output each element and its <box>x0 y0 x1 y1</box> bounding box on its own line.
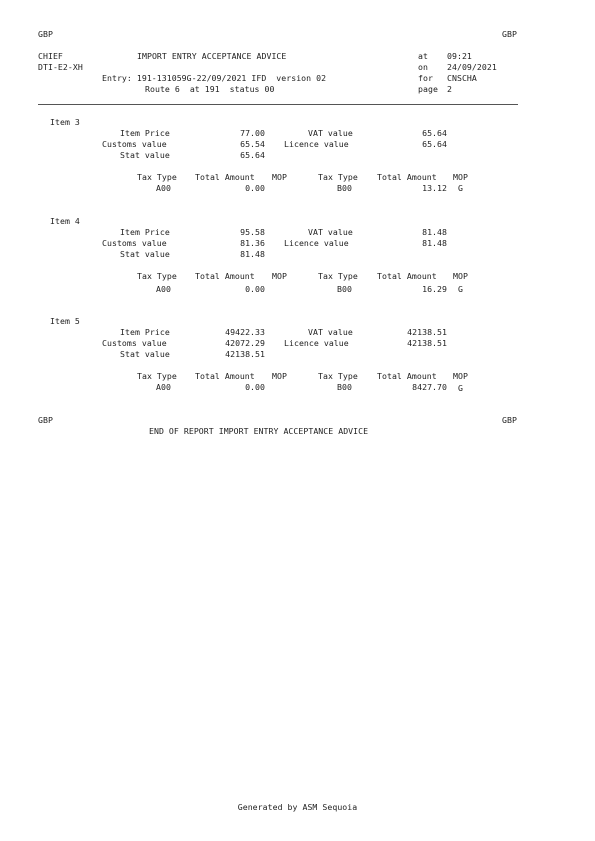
licence-value: 42138.51 <box>407 338 447 348</box>
report-title: IMPORT ENTRY ACCEPTANCE ADVICE <box>137 51 287 61</box>
for-label: for <box>418 73 433 83</box>
page-label: page <box>418 84 438 94</box>
currency-bottom-right: GBP <box>502 415 517 425</box>
tax-type-value: B00 <box>337 382 352 392</box>
mop-header: MOP <box>453 371 468 381</box>
tax-amount-value: 16.29 <box>422 284 447 294</box>
stat-value-label: Stat value <box>120 349 170 359</box>
route-line: Route 6 at 191 status 00 <box>145 84 275 94</box>
mop-header: MOP <box>453 271 468 281</box>
tax-type-header: Tax Type <box>318 371 358 381</box>
mop-value: G <box>458 284 463 294</box>
currency-bottom-left: GBP <box>38 415 53 425</box>
vat-value: 42138.51 <box>407 327 447 337</box>
item-price-label: Item Price <box>120 327 170 337</box>
stat-value-label: Stat value <box>120 150 170 160</box>
entry-line: Entry: 191-131059G-22/09/2021 IFD version 02 <box>102 73 327 83</box>
end-of-report: END OF REPORT IMPORT ENTRY ACCEPTANCE ADVICE <box>149 426 369 436</box>
at-label: at <box>418 51 428 61</box>
customs-value-label: Customs value <box>102 338 167 348</box>
vat-value-label: VAT value <box>308 327 353 337</box>
customs-value-label: Customs value <box>102 139 167 149</box>
licence-value-label: Licence value <box>284 338 349 348</box>
vat-value-label: VAT value <box>308 227 353 237</box>
mop-value: G <box>458 183 463 193</box>
total-amount-header: Total Amount <box>377 172 437 182</box>
total-amount-header: Total Amount <box>195 371 255 381</box>
customs-value: 65.54 <box>240 139 265 149</box>
item-price-value: 49422.33 <box>225 327 265 337</box>
user-id: DTI-E2-XH <box>38 62 83 72</box>
vat-value: 65.64 <box>422 128 447 138</box>
total-amount-header: Total Amount <box>195 172 255 182</box>
licence-value: 81.48 <box>422 238 447 248</box>
item-title: Item 5 <box>50 316 80 326</box>
tax-amount-value: 13.12 <box>422 183 447 193</box>
stat-value: 81.48 <box>240 249 265 259</box>
tax-amount-value: 0.00 <box>245 382 265 392</box>
stat-value: 42138.51 <box>225 349 265 359</box>
customs-value-label: Customs value <box>102 238 167 248</box>
tax-amount-value: 8427.70 <box>412 382 447 392</box>
item-price-value: 95.58 <box>240 227 265 237</box>
licence-value-label: Licence value <box>284 139 349 149</box>
total-amount-header: Total Amount <box>377 371 437 381</box>
report-time: 09:21 <box>447 51 472 61</box>
customs-value: 42072.29 <box>225 338 265 348</box>
report-date: 24/09/2021 <box>447 62 497 72</box>
page-number: 2 <box>447 84 452 94</box>
item-price-label: Item Price <box>120 227 170 237</box>
tax-type-header: Tax Type <box>137 172 177 182</box>
tax-type-value: B00 <box>337 284 352 294</box>
tax-amount-value: 0.00 <box>245 183 265 193</box>
currency-top-right: GBP <box>502 29 517 39</box>
mop-header: MOP <box>272 271 287 281</box>
tax-type-header: Tax Type <box>318 172 358 182</box>
currency-top-left: GBP <box>38 29 53 39</box>
mop-header: MOP <box>272 172 287 182</box>
for-value: CNSCHA <box>447 73 477 83</box>
tax-type-value: A00 <box>156 382 171 392</box>
header-divider <box>38 104 518 105</box>
on-label: on <box>418 62 428 72</box>
tax-type-header: Tax Type <box>137 271 177 281</box>
licence-value: 65.64 <box>422 139 447 149</box>
customs-value: 81.36 <box>240 238 265 248</box>
mop-value: G <box>458 383 463 393</box>
mop-header: MOP <box>272 371 287 381</box>
item-price-label: Item Price <box>120 128 170 138</box>
tax-type-value: A00 <box>156 284 171 294</box>
licence-value-label: Licence value <box>284 238 349 248</box>
total-amount-header: Total Amount <box>377 271 437 281</box>
tax-type-header: Tax Type <box>318 271 358 281</box>
vat-value: 81.48 <box>422 227 447 237</box>
generator-footer: Generated by ASM Sequoia <box>237 802 358 812</box>
tax-type-value: B00 <box>337 183 352 193</box>
vat-value-label: VAT value <box>308 128 353 138</box>
stat-value-label: Stat value <box>120 249 170 259</box>
total-amount-header: Total Amount <box>195 271 255 281</box>
stat-value: 65.64 <box>240 150 265 160</box>
item-title: Item 3 <box>50 117 80 127</box>
tax-type-value: A00 <box>156 183 171 193</box>
mop-header: MOP <box>453 172 468 182</box>
system-name: CHIEF <box>38 51 63 61</box>
item-price-value: 77.00 <box>240 128 265 138</box>
tax-type-header: Tax Type <box>137 371 177 381</box>
item-title: Item 4 <box>50 216 80 226</box>
tax-amount-value: 0.00 <box>245 284 265 294</box>
